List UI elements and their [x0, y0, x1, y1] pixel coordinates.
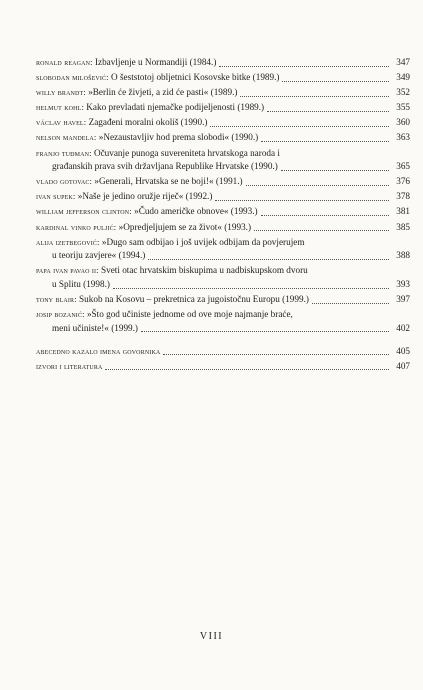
- dot-leader: [282, 81, 389, 82]
- toc-entry: [36, 264, 410, 291]
- toc-page-number: 397: [396, 294, 410, 304]
- toc-entry: [36, 221, 410, 235]
- toc-title: Očuvanje punoga suvereniteta hrvatskoga naroda i: [93, 147, 280, 158]
- dot-leader: [163, 354, 389, 355]
- toc-entry: [36, 190, 410, 204]
- toc-page-number: 405: [396, 345, 410, 356]
- toc-title: O šeststotoj obljetnici Kosovske bitke (1989.): [111, 72, 280, 83]
- toc-title: »Nezaustavljiv hod prema slobodi« (1990.): [98, 132, 259, 143]
- toc-speaker: slobodan milošević:: [36, 72, 109, 83]
- toc-speaker: kardinal vinko puljić:: [36, 221, 117, 232]
- toc-entry: [36, 71, 410, 85]
- toc-speaker: willy brandt:: [36, 87, 86, 98]
- toc-title: »Opredjeljujem se za život« (1993.): [118, 221, 252, 232]
- toc-title-continued: meni učiniste!« (1999.): [52, 322, 138, 333]
- toc-appendix-title: abecedno kazalo imena govornika: [36, 345, 161, 356]
- toc-speaker: václav havel:: [36, 117, 87, 128]
- dot-leader: [141, 331, 389, 332]
- dot-leader: [105, 369, 389, 370]
- dot-leader: [246, 185, 389, 186]
- toc-entry: [36, 293, 410, 307]
- toc-title: »Generali, Hrvatska se ne boji!« (1991.): [94, 176, 243, 187]
- toc-page-number: 393: [396, 278, 410, 289]
- dot-leader: [261, 215, 389, 216]
- section-gap: [36, 337, 410, 345]
- dot-leader: [240, 96, 389, 97]
- toc-entry: [36, 236, 410, 263]
- dot-leader: [219, 66, 389, 67]
- toc-entry: [36, 116, 410, 130]
- toc-title: »Naše je jedino oružje riječ« (1992.): [77, 191, 213, 202]
- toc-title-continued: u teoriju zavjere« (1994.): [52, 250, 146, 261]
- dot-leader: [113, 288, 389, 289]
- dot-leader: [267, 111, 389, 112]
- toc-title-continued: građanskih prava svih državljana Republike Hrvatske (1990.): [52, 161, 278, 172]
- toc-page-number: 388: [396, 250, 410, 261]
- toc-speaker: helmut kohl:: [36, 102, 84, 113]
- toc-page-number: 365: [396, 161, 410, 172]
- dot-leader: [281, 170, 389, 171]
- toc-speaker: franjo tuđman:: [36, 147, 92, 158]
- toc-entry: [36, 175, 410, 189]
- toc-page-number: 407: [396, 360, 410, 371]
- toc-title: Sukob na Kosovu – prekretnica za jugoistočnu Europu (1999.): [79, 294, 309, 304]
- toc-title: Kako prevladati njemačke podijeljenosti (1989.): [86, 102, 265, 113]
- toc-speaker: ronald reagan:: [36, 57, 93, 67]
- toc-entry-appendix: [36, 345, 410, 359]
- dot-leader: [261, 141, 389, 142]
- toc-page-number: 347: [396, 57, 410, 67]
- toc-page-number: 376: [396, 176, 410, 187]
- toc-speaker: william jefferson clinton:: [36, 206, 132, 217]
- toc-entry: [36, 147, 410, 174]
- toc-title: Zagađeni moralni okoliš (1990.): [88, 117, 208, 128]
- toc-entry: [36, 205, 410, 219]
- toc-page-number: 360: [396, 117, 410, 128]
- toc-speaker: papa ivan pavao ii:: [36, 265, 99, 276]
- toc-appendix-title: izvori i literatura: [36, 360, 103, 371]
- dot-leader: [148, 259, 389, 260]
- toc-page-number: 352: [396, 87, 410, 98]
- toc-title: »Čudo američke obnove« (1993.): [134, 206, 258, 217]
- dot-leader: [210, 126, 389, 127]
- dot-leader: [312, 303, 389, 304]
- toc-title: »Što god učiniste jednome od ove moje najmanje braće,: [86, 309, 293, 320]
- toc-page-number: 355: [396, 102, 410, 113]
- dot-leader: [215, 200, 389, 201]
- toc-page-number: 402: [396, 322, 410, 333]
- toc-title: Sveti otac hrvatskim biskupima u nadbiskupskom dvoru: [101, 265, 308, 276]
- toc-page-number: 385: [396, 221, 410, 232]
- toc-title: »Dugo sam odbijao i još uvijek odbijam da povjerujem: [101, 236, 305, 247]
- table-of-contents: [36, 56, 410, 375]
- toc-speaker: nelson mandela:: [36, 132, 97, 143]
- toc-entry: [36, 101, 410, 115]
- toc-page-number: 363: [396, 132, 410, 143]
- toc-page-number: 378: [396, 191, 410, 202]
- toc-entry: [36, 56, 410, 70]
- toc-speaker: alija izetbegović:: [36, 236, 100, 247]
- toc-speaker: vlado gotovac:: [36, 176, 93, 187]
- toc-entry: [36, 131, 410, 145]
- toc-page-number: 349: [396, 72, 410, 83]
- page-number-footer: VIII: [199, 631, 224, 642]
- toc-title: Izbavljenje u Normandiji (1984.): [94, 57, 217, 67]
- toc-speaker: josip bozanić:: [36, 309, 85, 320]
- toc-page-number: 381: [396, 206, 410, 217]
- toc-title: »Berlin će živjeti, a zid će pasti« (1989.): [88, 87, 238, 98]
- toc-title-continued: u Splitu (1998.): [52, 278, 110, 289]
- toc-entry-appendix: [36, 360, 410, 374]
- dot-leader: [254, 230, 389, 231]
- toc-entry: [36, 86, 410, 100]
- toc-speaker: tony blair:: [36, 294, 77, 304]
- toc-entry: [36, 308, 410, 335]
- toc-speaker: ivan supek:: [36, 191, 76, 202]
